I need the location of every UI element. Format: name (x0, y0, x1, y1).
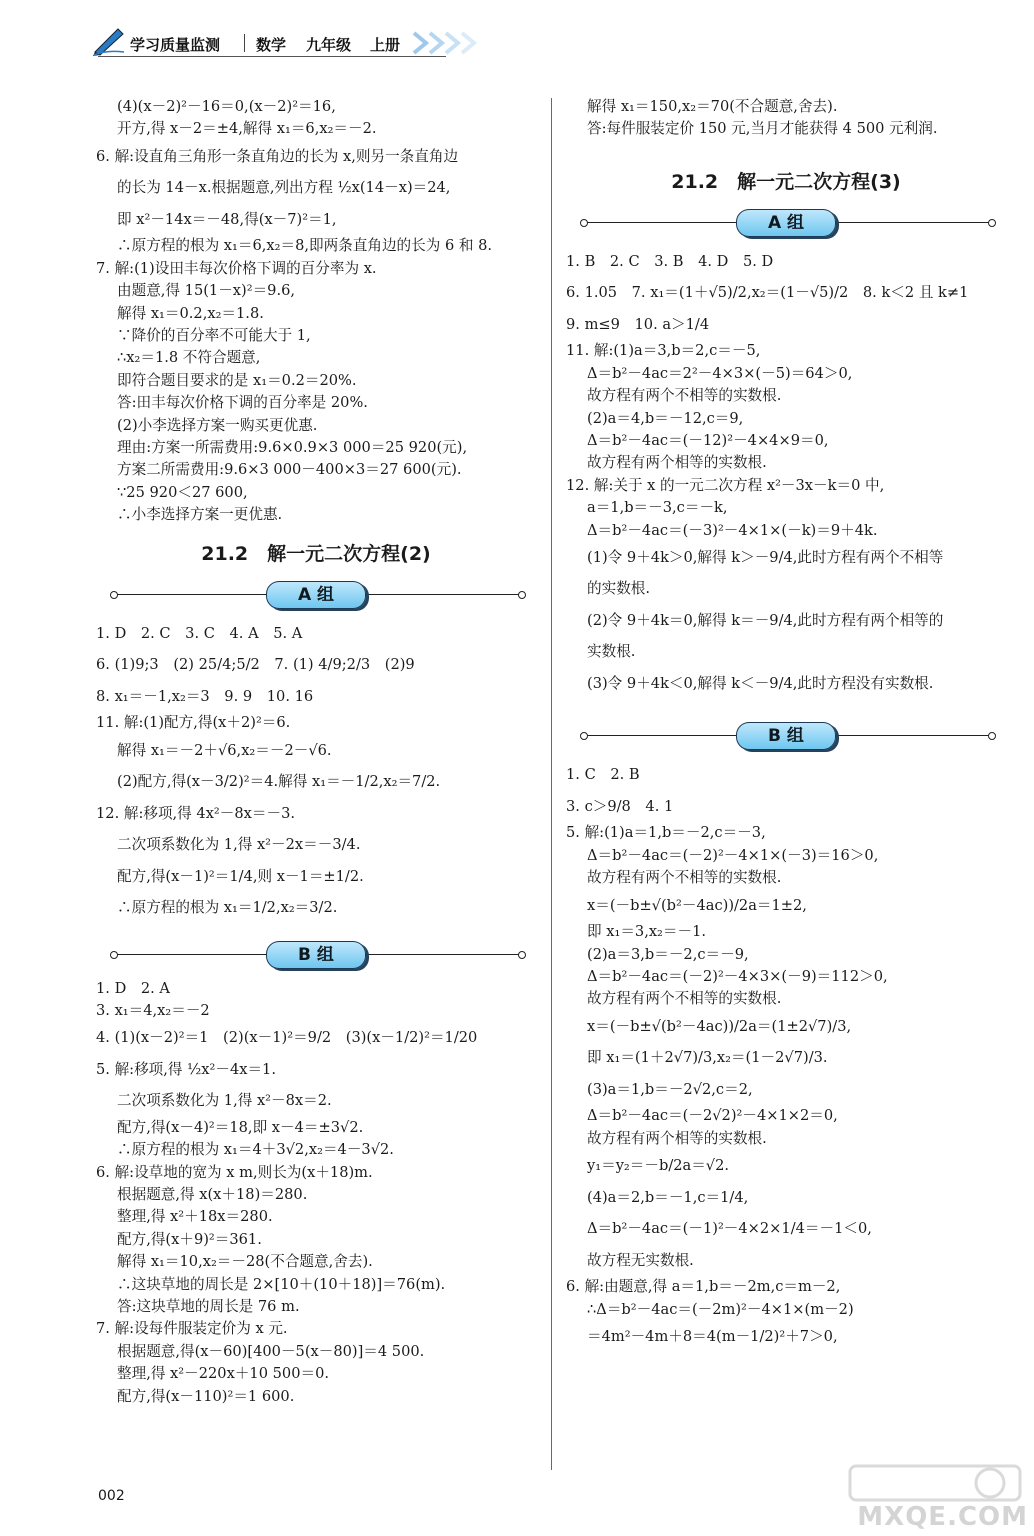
series-title: 学习质量监测 (130, 36, 221, 54)
answer-line: y₁＝y₂＝－b/2a＝√2. (587, 1157, 730, 1175)
answer-line: 解得 x₁＝10,x₂＝－28(不合题意,舍去). (117, 1253, 373, 1271)
group-label: B 组 (736, 722, 836, 750)
header-rule (98, 56, 446, 57)
answer-line: (2)a＝3,b＝－2,c＝－9, (587, 945, 749, 963)
answer-line: (3)a＝1,b＝－2√2,c＝2, (587, 1080, 753, 1098)
group-banner-b (566, 717, 1006, 755)
answer-line: ∴原方程的根为 x₁＝1/2,x₂＝3/2. (117, 899, 338, 916)
subject-label: 数学 (256, 36, 287, 54)
answer-line: ∴x₂＝1.8 不符合题意, (117, 349, 261, 367)
page-header (0, 0, 1034, 62)
grade-label: 九年级 (306, 36, 352, 54)
answer-line: 答:这块草地的周长是 76 m. (117, 1298, 300, 1316)
group-label: A 组 (266, 581, 366, 609)
answer-line: 整理,得 x²＋18x＝280. (117, 1208, 273, 1226)
chevrons-icon (412, 30, 486, 56)
answer-line: ∴小李选择方案一更优惠. (117, 506, 283, 524)
answer-line: (3)令 9＋4k＜0,解得 k＜－9/4,此时方程没有实数根. (587, 674, 934, 692)
answer-line: 即 x₁＝(1＋2√7)/3,x₂＝(1－2√7)/3. (587, 1049, 828, 1067)
answer-line: 即符合题目要求的是 x₁＝0.2＝20%. (117, 371, 357, 389)
group-banner-b (96, 936, 536, 974)
answer-line: 6. 解:设草地的宽为 x m,则长为(x＋18)m. (96, 1163, 373, 1181)
answer-line: 3. c＞9/8 4. 1 (566, 797, 674, 815)
group-label: B 组 (266, 941, 366, 969)
answer-line: 开方,得 x－2＝±4,解得 x₁＝6,x₂＝－2. (117, 120, 377, 138)
answer-line: 7. 解:(1)设田丰每次价格下调的百分率为 x. (96, 259, 377, 277)
answer-line: 方案二所需费用:9.6×3 000－400×3＝27 600(元). (117, 461, 462, 479)
answer-line: 故方程无实数根. (587, 1251, 694, 1269)
answer-line: 1. D 2. A (96, 979, 170, 997)
answer-line: x＝(－b±√(b²－4ac))/2a＝(1±2√7)/3, (587, 1017, 852, 1035)
answer-line: ∵25 920＜27 600, (117, 483, 248, 501)
header-separator (244, 34, 245, 52)
answer-line: 1. B 2. C 3. B 4. D 5. D (566, 252, 774, 270)
answer-line: 5. 解:(1)a＝1,b＝－2,c＝－3, (566, 824, 766, 842)
answer-line: 实数根. (587, 643, 636, 661)
answer-line: Δ＝b²－4ac＝(－2√2)²－4×1×2＝0, (587, 1107, 838, 1125)
answer-line: x＝(－b±√(b²－4ac))/2a＝1±2, (587, 896, 807, 914)
pen-icon (92, 26, 126, 56)
answer-line: (4)a＝2,b＝－1,c＝1/4, (587, 1188, 749, 1206)
volume-label: 上册 (370, 36, 401, 54)
answer-line: Δ＝b²－4ac＝(－12)²－4×4×9＝0, (587, 431, 829, 449)
answer-line: Δ＝b²－4ac＝(－3)²－4×1×(－k)＝9＋4k. (587, 521, 878, 539)
answer-line: 5. 解:移项,得 ½x²－4x＝1. (96, 1060, 276, 1078)
answer-line: 故方程有两个不相等的实数根. (587, 990, 782, 1008)
answer-line: 的长为 14－x.根据题意,列出方程 ½x(14－x)＝24, (117, 179, 451, 197)
answer-line: 整理,得 x²－220x＋10 500＝0. (117, 1365, 329, 1383)
answer-line: 故方程有两个相等的实数根. (587, 454, 767, 472)
watermark-text: MXQE.COM (857, 1502, 1028, 1532)
answer-line: 9. m≤9 10. a＞1/4 (566, 315, 710, 333)
answer-line: (2)配方,得(x－3/2)²＝4.解得 x₁＝－1/2,x₂＝7/2. (117, 773, 441, 790)
answer-line: 12. 解:移项,得 4x²－8x＝－3. (96, 804, 296, 822)
answer-line: (1)令 9＋4k＞0,解得 k＞－9/4,此时方程有两个不相等 (587, 548, 944, 566)
answer-line: 配方,得(x－1)²＝1/4,则 x－1＝±1/2. (117, 867, 364, 885)
answer-line: 6. 解:由题意,得 a＝1,b＝－2m,c＝m－2, (566, 1278, 841, 1296)
answer-line: ∴Δ＝b²－4ac＝(－2m)²－4×1×(m－2) (587, 1300, 854, 1318)
answer-line: (4)(x－2)²－16＝0,(x－2)²＝16, (117, 98, 336, 115)
answer-line: 7. 解:设每件服装定价为 x 元. (96, 1320, 288, 1338)
answer-line: 二次项系数化为 1,得 x²－8x＝2. (117, 1092, 332, 1110)
answer-line: Δ＝b²－4ac＝(－2)²－4×3×(－9)＝112＞0, (587, 968, 888, 985)
answer-line: a＝1,b＝－3,c＝－k, (587, 499, 728, 517)
answer-line: 1. C 2. B (566, 766, 640, 784)
answer-line: 配方,得(x－110)²＝1 600. (117, 1387, 295, 1405)
section-title: 21.2 解一元二次方程(2) (201, 542, 431, 565)
answer-line: 6. 解:设直角三角形一条直角边的长为 x,则另一条直角边 (96, 147, 459, 165)
answer-line: 根据题意,得 x(x＋18)＝280. (117, 1186, 308, 1204)
answer-line: 答:田丰每次价格下调的百分率是 20%. (117, 394, 368, 412)
answer-line: ∴这块草地的周长是 2×[10＋(10＋18)]＝76(m). (117, 1275, 446, 1293)
answer-line: 故方程有两个相等的实数根. (587, 1129, 767, 1147)
answer-line: 解得 x₁＝150,x₂＝70(不合题意,舍去). (587, 98, 838, 115)
answer-line: 11. 解:(1)a＝3,b＝2,c＝－5, (566, 342, 761, 360)
answer-line: ∵降价的百分率不可能大于 1, (117, 326, 311, 344)
column-divider (551, 98, 552, 1470)
answer-line: 1. D 2. C 3. C 4. A 5. A (96, 624, 303, 642)
answer-line: 6. 1.05 7. x₁＝(1＋√5)/2,x₂＝(1－√5)/2 8. k＜2 且 k≠1 (566, 284, 969, 302)
answer-line: 4. (1)(x－2)²＝1 (2)(x－1)²＝9/2 (3)(x－1/2)²＝1/20 (96, 1029, 478, 1047)
answer-line: 理由:方案一所需费用:9.6×0.9×3 000＝25 920(元), (117, 438, 468, 456)
answer-line: 即 x²－14x＝－48,得(x－7)²＝1, (117, 210, 337, 228)
answer-line: ＝4m²－4m＋8＝4(m－1/2)²＋7＞0, (587, 1327, 838, 1345)
answer-line: 解得 x₁＝－2＋√6,x₂＝－2－√6. (117, 741, 332, 759)
answer-line: 故方程有两个不相等的实数根. (587, 387, 782, 405)
answer-line: ∴原方程的根为 x₁＝4＋3√2,x₂＝4－3√2. (117, 1141, 394, 1159)
answer-line: 3. x₁＝4,x₂＝－2 (96, 1001, 210, 1019)
answer-line: 11. 解:(1)配方,得(x＋2)²＝6. (96, 714, 291, 732)
left-column (96, 96, 536, 1408)
answer-line: 6. (1)9;3 (2) 25/4;5/2 7. (1) 4/9;2/3 (2)9 (96, 656, 415, 674)
right-column (566, 96, 1006, 1352)
answer-line: 故方程有两个不相等的实数根. (587, 869, 782, 887)
answer-line: ∴原方程的根为 x₁＝6,x₂＝8,即两条直角边的长为 6 和 8. (117, 237, 493, 255)
answer-line: 答:每件服装定价 150 元,当月才能获得 4 500 元利润. (587, 120, 938, 138)
answer-line: 配方,得(x－4)²＝18,即 x－4＝±3√2. (117, 1118, 364, 1136)
answer-line: Δ＝b²－4ac＝(－1)²－4×2×1/4＝－1＜0, (587, 1220, 872, 1238)
section-title: 21.2 解一元二次方程(3) (671, 170, 901, 193)
answer-line: 二次项系数化为 1,得 x²－2x＝－3/4. (117, 836, 361, 853)
group-banner-a (566, 204, 1006, 242)
group-banner-a (96, 576, 536, 614)
answer-line: 配方,得(x＋9)²＝361. (117, 1230, 262, 1248)
answer-line: (2)小李选择方案一购买更优惠. (117, 416, 318, 434)
answer-line: 8. x₁＝－1,x₂＝3 9. 9 10. 16 (96, 687, 314, 705)
answer-line: 由题意,得 15(1－x)²＝9.6, (117, 282, 296, 300)
answer-line: 即 x₁＝3,x₂＝－1. (587, 923, 707, 941)
answer-line: 解得 x₁＝0.2,x₂＝1.8. (117, 304, 264, 322)
answer-line: (2)a＝4,b＝－12,c＝9, (587, 409, 744, 427)
answer-line: 12. 解:关于 x 的一元二次方程 x²－3x－k＝0 中, (566, 476, 885, 494)
answer-line: Δ＝b²－4ac＝(－2)²－4×1×(－3)＝16＞0, (587, 846, 879, 864)
answer-line: 根据题意,得(x－60)[400－5(x－80)]＝4 500. (117, 1342, 425, 1360)
answer-line: (2)令 9＋4k＝0,解得 k＝－9/4,此时方程有两个相等的 (587, 611, 944, 629)
group-label: A 组 (736, 209, 836, 237)
answer-line: 的实数根. (587, 580, 651, 598)
page-number: 002 (98, 1488, 125, 1504)
answer-line: Δ＝b²－4ac＝2²－4×3×(－5)＝64＞0, (587, 364, 853, 382)
